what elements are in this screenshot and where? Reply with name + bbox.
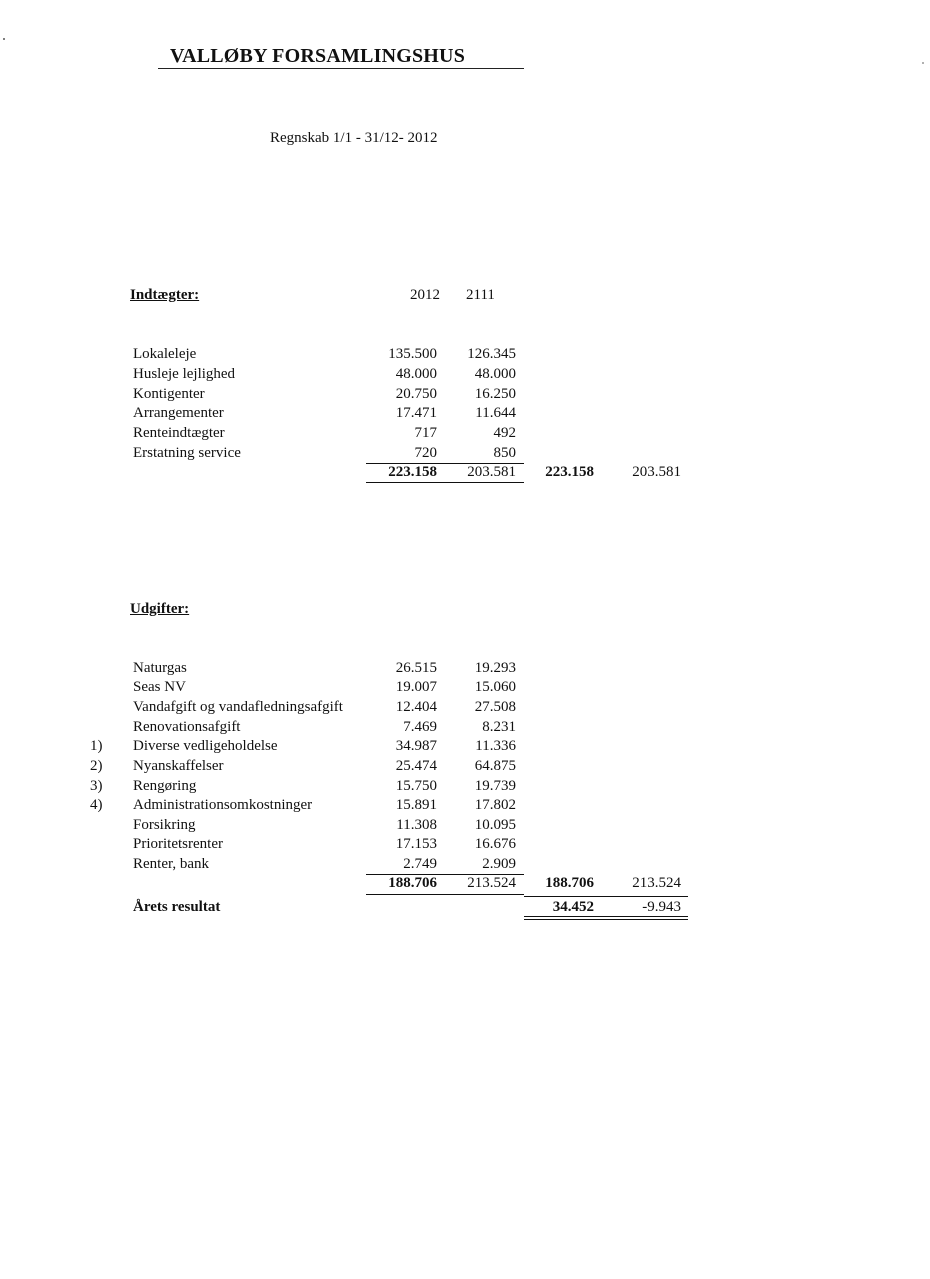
row-value-2111: 64.875 [474,758,516,774]
row-value-2012: 34.987 [395,738,437,754]
row-note: 1) [90,738,103,754]
row-value-2111: 850 [493,445,516,461]
expenses-carry-2012: 188.706 [545,875,594,891]
row-note: 3) [90,778,103,794]
row-label: Diverse vedligeholdelse [133,738,278,754]
expenses-total-rule [366,894,524,895]
row-label: Rengøring [133,778,197,794]
row-value-2111: 11.644 [475,405,516,421]
result-label: Årets resultat [133,899,221,915]
row-label: Vandafgift og vandafledningsafgift [133,699,343,715]
expenses-total-2012: 188.706 [388,875,437,891]
row-value-2012: 11.308 [396,817,437,833]
income-carry-2012: 223.158 [545,464,594,480]
document-subtitle: Regnskab 1/1 - 31/12- 2012 [270,130,438,146]
row-value-2111: 19.739 [474,778,516,794]
row-value-2012: 17.471 [395,405,437,421]
row-value-2012: 48.000 [395,366,437,382]
expenses-heading: Udgifter: [130,601,190,617]
income-col-header-2012: 2012 [410,287,440,303]
income-total-2111: 203.581 [467,464,516,480]
row-value-2111: 15.060 [474,679,516,695]
scan-speck [922,62,924,64]
row-label: Erstatning service [133,445,241,461]
row-label: Renteindtægter [133,425,225,441]
row-value-2012: 25.474 [395,758,437,774]
row-value-2012: 7.469 [403,719,437,735]
row-value-2012: 12.404 [395,699,437,715]
row-value-2012: 135.500 [388,346,437,362]
row-label: Administrationsomkostninger [133,797,313,813]
row-value-2012: 20.750 [395,386,437,402]
row-label: Prioritetsrenter [133,836,223,852]
row-label: Renter, bank [133,856,210,872]
row-label: Naturgas [133,660,187,676]
row-value-2111: 27.508 [474,699,516,715]
row-value-2111: 126.345 [467,346,516,362]
row-value-2111: 48.000 [474,366,516,382]
row-value-2012: 717 [414,425,437,441]
row-label: Kontigenter [133,386,205,402]
income-carry-2111: 203.581 [632,464,681,480]
row-label: Forsikring [133,817,196,833]
row-value-2012: 720 [414,445,437,461]
result-double-rule [524,916,688,920]
row-value-2111: 492 [493,425,516,441]
row-value-2012: 19.007 [395,679,437,695]
row-value-2012: 2.749 [403,856,437,872]
row-value-2012: 17.153 [395,836,437,852]
income-total-2012: 223.158 [388,464,437,480]
row-value-2012: 15.750 [395,778,437,794]
result-2012: 34.452 [552,899,594,915]
row-label: Seas NV [133,679,186,695]
row-value-2111: 11.336 [475,738,516,754]
row-note: 4) [90,797,103,813]
row-value-2012: 26.515 [395,660,437,676]
row-label: Husleje lejlighed [133,366,236,382]
row-value-2111: 16.250 [474,386,516,402]
income-total-rule [366,482,524,483]
expenses-carry-2111: 213.524 [632,875,681,891]
row-value-2111: 2.909 [482,856,516,872]
row-value-2111: 19.293 [474,660,516,676]
row-label: Nyanskaffelser [133,758,224,774]
row-label: Arrangementer [133,405,224,421]
document-title: VALLØBY FORSAMLINGSHUS [170,45,466,67]
scan-speck [3,38,5,40]
row-value-2111: 10.095 [474,817,516,833]
row-label: Lokaleleje [133,346,197,362]
result-2111: -9.943 [642,899,681,915]
row-value-2111: 8.231 [482,719,516,735]
income-heading: Indtægter: [130,287,200,303]
title-underline [158,68,524,69]
result-top-rule [524,896,688,897]
row-value-2111: 16.676 [474,836,516,852]
row-value-2012: 15.891 [395,797,437,813]
expenses-total-2111: 213.524 [467,875,516,891]
row-label: Renovationsafgift [133,719,241,735]
row-value-2111: 17.802 [474,797,516,813]
row-note: 2) [90,758,103,774]
income-col-header-2111: 2111 [466,287,495,303]
